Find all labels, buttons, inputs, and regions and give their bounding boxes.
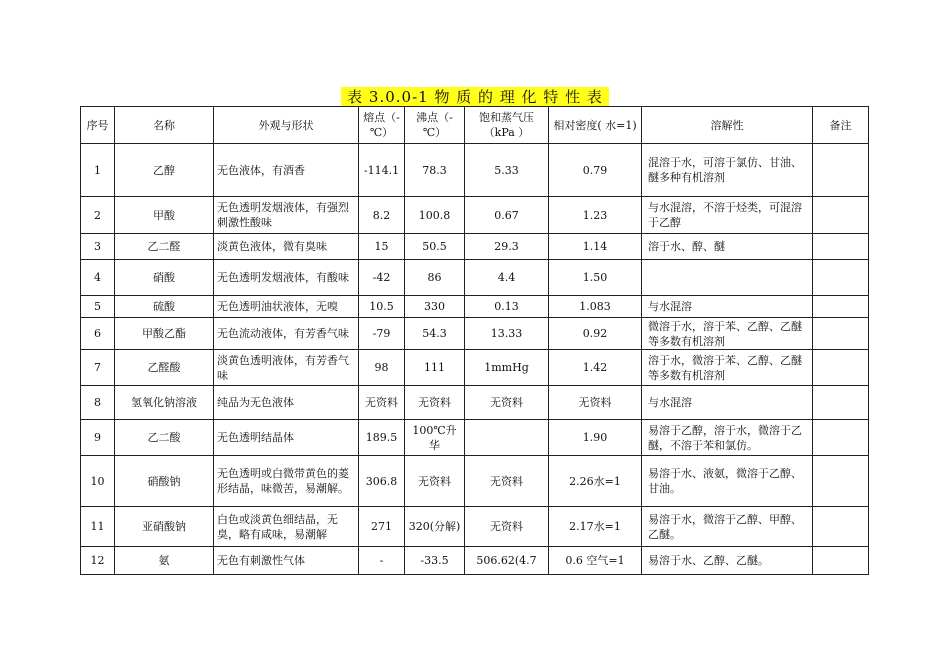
header-remarks: 备注 xyxy=(813,107,869,144)
table-row xyxy=(81,420,869,456)
header-appearance: 外观与形状 xyxy=(214,107,359,144)
cell-index: 3 xyxy=(81,234,115,260)
header-name: 名称 xyxy=(115,107,214,144)
cell-melting-point: -114.1 xyxy=(359,144,405,197)
cell-boiling-point: 320(分解) xyxy=(405,507,465,547)
cell-name: 乙醇 xyxy=(115,144,214,197)
cell-relative-density: 2.26水=1 xyxy=(549,456,642,507)
cell-appearance: 无色透明发烟液体，有强烈刺激性酸味 xyxy=(214,197,359,234)
cell-appearance: 无色液体，有酒香 xyxy=(214,144,359,197)
table-row xyxy=(81,456,869,507)
cell-vapor-pressure: 无资料 xyxy=(465,507,549,547)
cell-remarks xyxy=(813,386,869,420)
table-row xyxy=(81,350,869,386)
cell-index: 8 xyxy=(81,386,115,420)
cell-remarks xyxy=(813,318,869,350)
cell-appearance: 纯品为无色液体 xyxy=(214,386,359,420)
cell-boiling-point: 100℃升华 xyxy=(405,420,465,456)
cell-boiling-point: 100.8 xyxy=(405,197,465,234)
cell-appearance: 无色有刺激性气体 xyxy=(214,547,359,575)
cell-boiling-point: 无资料 xyxy=(405,386,465,420)
cell-solubility: 与水混溶，不溶于烃类，可混溶于乙醇 xyxy=(642,197,813,234)
cell-solubility: 易溶于水、乙醇、乙醚。 xyxy=(642,547,813,575)
cell-relative-density: 1.23 xyxy=(549,197,642,234)
cell-name: 硝酸钠 xyxy=(115,456,214,507)
cell-appearance: 无色透明结晶体 xyxy=(214,420,359,456)
table-row xyxy=(81,507,869,547)
cell-boiling-point: 50.5 xyxy=(405,234,465,260)
cell-appearance: 白色或淡黄色细结晶，无臭，略有咸味，易潮解 xyxy=(214,507,359,547)
table-row xyxy=(81,386,869,420)
cell-vapor-pressure: 无资料 xyxy=(465,386,549,420)
cell-vapor-pressure xyxy=(465,420,549,456)
table-row xyxy=(81,234,869,260)
cell-solubility: 易溶于水，微溶于乙醇、甲醇、乙醚。 xyxy=(642,507,813,547)
cell-boiling-point: 78.3 xyxy=(405,144,465,197)
cell-vapor-pressure: 4.4 xyxy=(465,260,549,296)
cell-name: 硝酸 xyxy=(115,260,214,296)
cell-melting-point: 271 xyxy=(359,507,405,547)
cell-melting-point: 无资料 xyxy=(359,386,405,420)
cell-solubility: 溶于水，微溶于苯、乙醇、乙醚等多数有机溶剂 xyxy=(642,350,813,386)
cell-solubility: 与水混溶 xyxy=(642,386,813,420)
cell-remarks xyxy=(813,547,869,575)
cell-relative-density: 0.6 空气=1 xyxy=(549,547,642,575)
cell-melting-point: -79 xyxy=(359,318,405,350)
cell-solubility: 易溶于水、液氨，微溶于乙醇、甘油。 xyxy=(642,456,813,507)
cell-melting-point: - xyxy=(359,547,405,575)
cell-name: 亚硝酸钠 xyxy=(115,507,214,547)
cell-boiling-point: 54.3 xyxy=(405,318,465,350)
cell-melting-point: 10.5 xyxy=(359,296,405,318)
table-row xyxy=(81,197,869,234)
header-relative-density: 相对密度( 水=1) xyxy=(549,107,642,144)
cell-solubility xyxy=(642,260,813,296)
cell-relative-density: 1.42 xyxy=(549,350,642,386)
cell-vapor-pressure: 5.33 xyxy=(465,144,549,197)
header-vapor-pressure: 饱和蒸气压（kPa ） xyxy=(465,107,549,144)
header-solubility: 溶解性 xyxy=(642,107,813,144)
table-row xyxy=(81,296,869,318)
cell-index: 10 xyxy=(81,456,115,507)
cell-index: 7 xyxy=(81,350,115,386)
cell-vapor-pressure: 0.13 xyxy=(465,296,549,318)
header-row xyxy=(81,107,869,144)
cell-relative-density: 1.50 xyxy=(549,260,642,296)
cell-relative-density: 2.17水=1 xyxy=(549,507,642,547)
cell-relative-density: 0.79 xyxy=(549,144,642,197)
cell-appearance: 无色透明或白微带黄色的菱形结晶，味微苦，易潮解。 xyxy=(214,456,359,507)
cell-remarks xyxy=(813,234,869,260)
cell-name: 乙二醛 xyxy=(115,234,214,260)
properties-table xyxy=(80,106,869,575)
header-melting-point: 熔点（-℃） xyxy=(359,107,405,144)
cell-name: 甲酸乙酯 xyxy=(115,318,214,350)
header-index: 序号 xyxy=(81,107,115,144)
cell-appearance: 无色透明发烟液体，有酸味 xyxy=(214,260,359,296)
cell-appearance: 无色流动液体，有芳香气味 xyxy=(214,318,359,350)
cell-vapor-pressure: 29.3 xyxy=(465,234,549,260)
table-row xyxy=(81,260,869,296)
cell-name: 乙二酸 xyxy=(115,420,214,456)
cell-name: 硫酸 xyxy=(115,296,214,318)
table-row xyxy=(81,144,869,197)
cell-relative-density: 无资料 xyxy=(549,386,642,420)
cell-melting-point: 189.5 xyxy=(359,420,405,456)
cell-vapor-pressure: 13.33 xyxy=(465,318,549,350)
cell-relative-density: 1.14 xyxy=(549,234,642,260)
cell-solubility: 易溶于乙醇，溶于水，微溶于乙醚，不溶于苯和氯仿。 xyxy=(642,420,813,456)
cell-index: 2 xyxy=(81,197,115,234)
cell-name: 甲酸 xyxy=(115,197,214,234)
cell-remarks xyxy=(813,350,869,386)
header-boiling-point: 沸点（-℃） xyxy=(405,107,465,144)
table-row xyxy=(81,547,869,575)
cell-relative-density: 1.90 xyxy=(549,420,642,456)
cell-boiling-point: 86 xyxy=(405,260,465,296)
cell-boiling-point: -33.5 xyxy=(405,547,465,575)
cell-remarks xyxy=(813,144,869,197)
cell-melting-point: 15 xyxy=(359,234,405,260)
table-row xyxy=(81,318,869,350)
cell-index: 11 xyxy=(81,507,115,547)
cell-remarks xyxy=(813,296,869,318)
cell-index: 5 xyxy=(81,296,115,318)
cell-index: 12 xyxy=(81,547,115,575)
cell-appearance: 无色透明油状液体，无嗅 xyxy=(214,296,359,318)
cell-vapor-pressure: 506.62(4.7 xyxy=(465,547,549,575)
cell-remarks xyxy=(813,456,869,507)
cell-solubility: 混溶于水，可溶于氯仿、甘油、醚多种有机溶剂 xyxy=(642,144,813,197)
cell-vapor-pressure: 0.67 xyxy=(465,197,549,234)
cell-solubility: 与水混溶 xyxy=(642,296,813,318)
cell-remarks xyxy=(813,197,869,234)
cell-boiling-point: 无资料 xyxy=(405,456,465,507)
cell-index: 1 xyxy=(81,144,115,197)
cell-index: 9 xyxy=(81,420,115,456)
title-wrap xyxy=(0,87,950,106)
cell-index: 6 xyxy=(81,318,115,350)
table-title: 表 3.0.0-1 物 质 的 理 化 特 性 表 xyxy=(341,87,609,106)
cell-name: 氢氧化钠溶液 xyxy=(115,386,214,420)
cell-melting-point: 98 xyxy=(359,350,405,386)
cell-boiling-point: 111 xyxy=(405,350,465,386)
cell-melting-point: -42 xyxy=(359,260,405,296)
cell-remarks xyxy=(813,420,869,456)
cell-remarks xyxy=(813,260,869,296)
cell-relative-density: 1.083 xyxy=(549,296,642,318)
cell-vapor-pressure: 无资料 xyxy=(465,456,549,507)
cell-name: 乙醛酸 xyxy=(115,350,214,386)
cell-solubility: 溶于水、醇、醚 xyxy=(642,234,813,260)
cell-solubility: 微溶于水，溶于苯、乙醇、乙醚等多数有机溶剂 xyxy=(642,318,813,350)
cell-melting-point: 8.2 xyxy=(359,197,405,234)
cell-remarks xyxy=(813,507,869,547)
cell-index: 4 xyxy=(81,260,115,296)
cell-vapor-pressure: 1mmHg xyxy=(465,350,549,386)
cell-appearance: 淡黄色液体，微有臭味 xyxy=(214,234,359,260)
cell-melting-point: 306.8 xyxy=(359,456,405,507)
cell-appearance: 淡黄色透明液体，有芳香气味 xyxy=(214,350,359,386)
cell-name: 氨 xyxy=(115,547,214,575)
cell-boiling-point: 330 xyxy=(405,296,465,318)
cell-relative-density: 0.92 xyxy=(549,318,642,350)
